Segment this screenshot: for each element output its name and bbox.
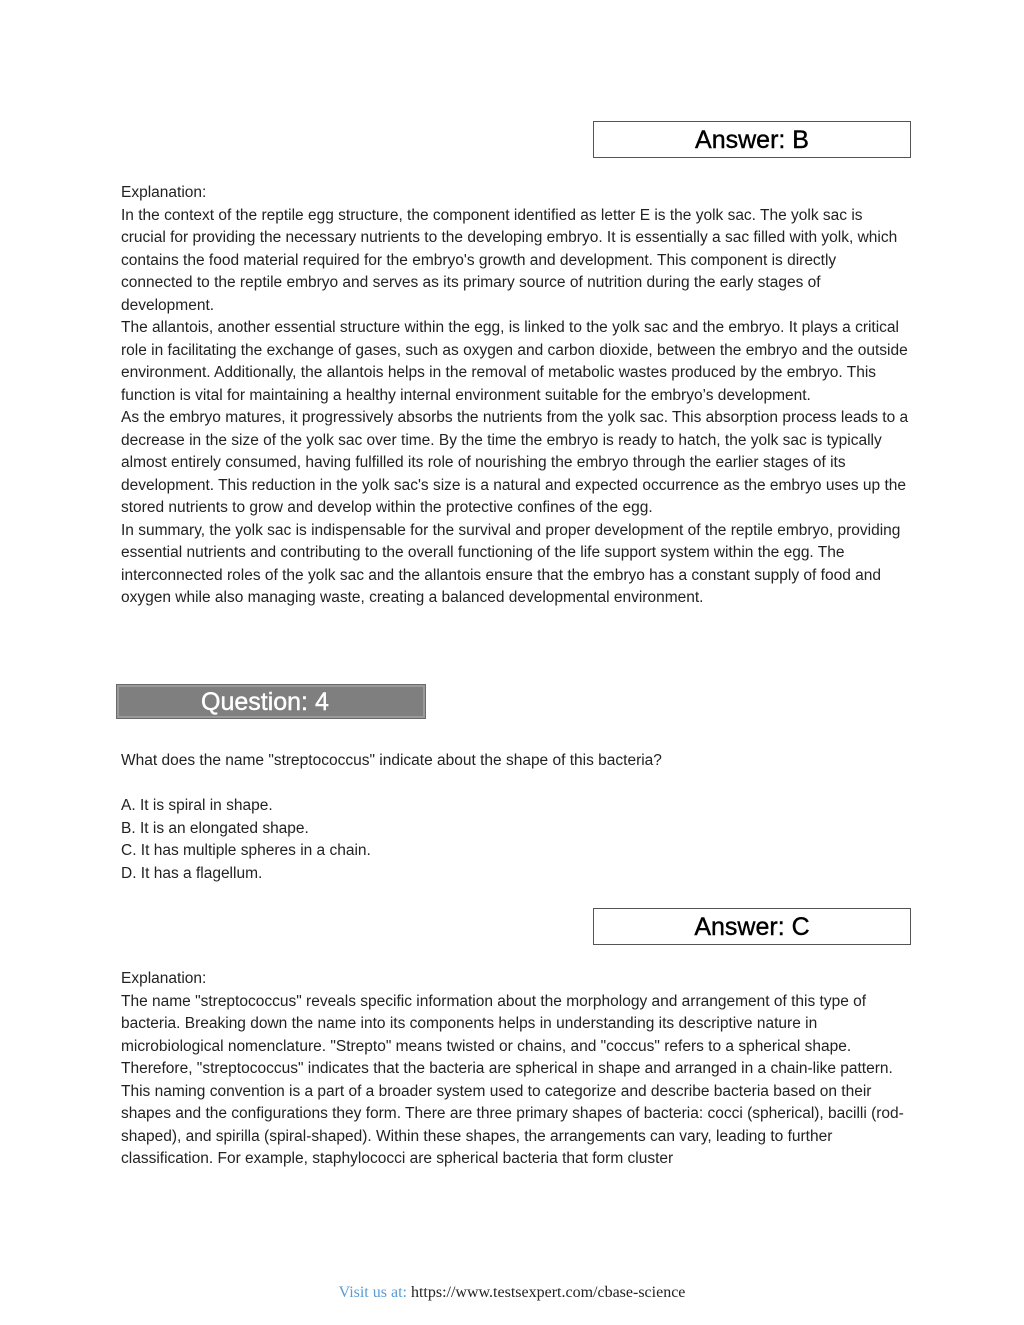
- explanation-heading: Explanation:: [121, 184, 207, 201]
- question-banner: [116, 684, 426, 719]
- option-item: C. It has multiple spheres in a chain.: [121, 842, 371, 859]
- answer-box: [593, 121, 911, 158]
- option-item: A. It is spiral in shape.: [121, 797, 273, 814]
- explanation-section: [121, 968, 911, 1171]
- explanation-heading: Explanation:: [121, 970, 207, 987]
- explanation-paragraph: In the context of the reptile egg structure, the component identified as letter E is the yolk sac. The yolk sac is crucial for providing the necessary nutrients to the developing embryo. It is essentially a sac filled with yolk, which contains the food material required for the embryo's growth and development. This component is directly connected to the reptile embryo and serves as its primary source of nutrition during the early stages of development.: [121, 206, 898, 314]
- explanation-paragraph: In summary, the yolk sac is indispensable for the survival and proper development of the reptile embryo, providing essential nutrients and contributing to the overall functioning of the life support system within the egg. The interconnected roles of the yolk sac and the allantois ensure that the embryo has a constant supply of food and oxygen while also managing waste, creating a balanced developmental environment.: [121, 521, 901, 606]
- question-text: What does the name "streptococcus" indicate about the shape of this bacteria?: [121, 752, 662, 769]
- answer-label: Answer: C: [694, 913, 810, 941]
- footer-url-link[interactable]: https://www.testsexpert.com/cbase-science: [410, 1284, 686, 1301]
- option-item: D. It has a flagellum.: [121, 864, 263, 882]
- explanation-paragraph: The name "streptococcus" reveals specific information about the morphology and arrangement of this type of bacteria. Breaking down the name into its components helps in understanding its descriptive nature in microbiological nomenclature. "Strepto" means twisted or chains, and "coccus" refers to a spherical shape. Therefore, "streptococcus" indicates that the bacteria are spherical in shape and arranged in a chain-like pattern.: [121, 992, 893, 1077]
- question-title: Question: 4: [201, 688, 329, 716]
- explanation-paragraph: This naming convention is a part of a broader system used to categorize and describe bacteria based on their shapes and the configurations they form. There are three primary shapes of bacteria: cocci (spherical), bacilli (rod-shaped), and spirilla (spiral-shaped). Within these shapes, the arrangements can vary, leading to further classification. For example, staphylococci are spherical bacteria that form cluster: [121, 1082, 904, 1167]
- explanation-paragraph: As the embryo matures, it progressively absorbs the nutrients from the yolk sac. This absorption process leads to a decrease in the size of the yolk sac over time. By the time the embryo is ready to hatch, the yolk sac is typically almost entirely consumed, having fulfilled its role of nourishing the embryo through the earlier stages of its development. This reduction in the yolk sac's size is a natural and expected occurrence as the embryo uses up the stored nutrients to grow and develop within the protective confines of the egg.: [121, 409, 909, 516]
- page-footer: [0, 1284, 1024, 1302]
- explanation-paragraph: The allantois, another essential structure within the egg, is linked to the yolk sac and the embryo. It plays a critical role in facilitating the exchange of gases, such as oxygen and carbon dioxide, between the embryo and the outside environment. Additionally, the allantois helps in the removal of metabolic wastes produced by the embryo. This function is vital for maintaining a healthy internal environment suitable for the embryo’s development.: [121, 319, 908, 404]
- answer-label: Answer: B: [695, 126, 809, 154]
- answer-box: [593, 908, 911, 945]
- option-item: B. It is an elongated shape.: [121, 819, 309, 837]
- explanation-section: [121, 182, 911, 610]
- footer-label: Visit us at:: [338, 1284, 407, 1301]
- answer-options-list: [121, 795, 371, 885]
